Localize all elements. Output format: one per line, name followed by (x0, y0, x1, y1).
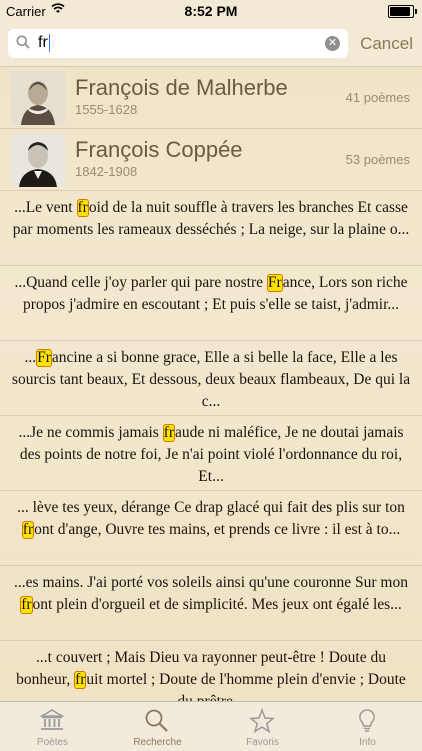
status-bar (0, 0, 422, 22)
search-highlight: fr (22, 521, 34, 538)
search-highlight: fr (21, 596, 32, 613)
tab-label: Poètes (36, 737, 69, 748)
search-highlight: Fr (37, 349, 51, 366)
battery-icon (388, 5, 414, 18)
search-query: fr (38, 34, 48, 52)
search-input[interactable] (8, 29, 348, 58)
poem-excerpt[interactable]: ...Quand celle j'oy parler qui pare nostre France, Lors son riche propos j'admire en escoutant ; Et puis s'elle se taist, j'admir... (0, 266, 422, 341)
results-list[interactable] (0, 67, 422, 701)
tab-recherche[interactable] (105, 702, 210, 751)
poet-row[interactable] (0, 67, 422, 129)
text-caret (49, 34, 50, 52)
search-highlight: fr (163, 424, 174, 441)
poem-count: 53 poèmes (345, 152, 410, 167)
tab-bar (0, 701, 422, 751)
poet-row[interactable] (0, 129, 422, 191)
poet-name: François de Malherbe (75, 75, 288, 100)
poet-years: 1842-1908 (75, 164, 138, 179)
cancel-button[interactable]: Cancel (360, 34, 413, 53)
poem-excerpt[interactable]: ...Francine a si bonne grace, Elle a si belle la face, Elle a les sourcis tant beaux, Et dessous, deux beaux flambeaux, De qui la c... (0, 341, 422, 416)
tab-poetes[interactable] (0, 702, 105, 751)
poem-excerpt[interactable]: ...t couvert ; Mais Dieu va rayonner peut-être ! Doute du bonheur, fruit mortel ; Doute de l'homme plein d'envie ; Doute (0, 641, 422, 716)
poet-years: 1555-1628 (75, 102, 138, 117)
search-highlight: fr (77, 199, 88, 216)
poet-name: François Coppée (75, 137, 243, 162)
poem-excerpt[interactable]: ...es mains. J'ai porté vos soleils ainsi qu'une couronne Sur mon front plein d'orgueil et de simplicité. Mes jeux ont égalé les... (0, 566, 422, 641)
tab-info[interactable] (315, 702, 420, 751)
tab-favoris[interactable] (210, 702, 315, 751)
tab-label: Recherche (133, 737, 182, 748)
search-highlight: Fr (267, 274, 282, 291)
clear-icon[interactable]: ✕ (325, 36, 340, 51)
poem-count: 41 poèmes (345, 90, 410, 105)
tab-label: Favoris (246, 737, 279, 748)
search-icon (16, 35, 30, 52)
poem-excerpt[interactable]: ... lève tes yeux, dérange Ce drap glacé qui fait des plis sur ton front d'ange, Ouvre tes mains, et prends ce livre : il est à to... (0, 491, 422, 566)
avatar (11, 133, 65, 187)
search-bar (0, 22, 422, 67)
poem-excerpt[interactable]: ...Je ne commis jamais fraude ni maléfice, Je ne doutai jamais des points de notre foi, Je n'ai point violé l'ordonnance du roi, Et... (0, 416, 422, 491)
poem-excerpt[interactable]: ...Le vent froid de la nuit souffle à travers les branches Et casse par moments les rameaux desséchés ; La neige, sur la plaine o... (0, 191, 422, 266)
avatar (11, 71, 65, 125)
carrier-label: Carrier (6, 4, 46, 19)
clock: 8:52 PM (184, 3, 238, 19)
tab-label: Info (359, 737, 376, 748)
search-highlight: fr (75, 671, 86, 688)
